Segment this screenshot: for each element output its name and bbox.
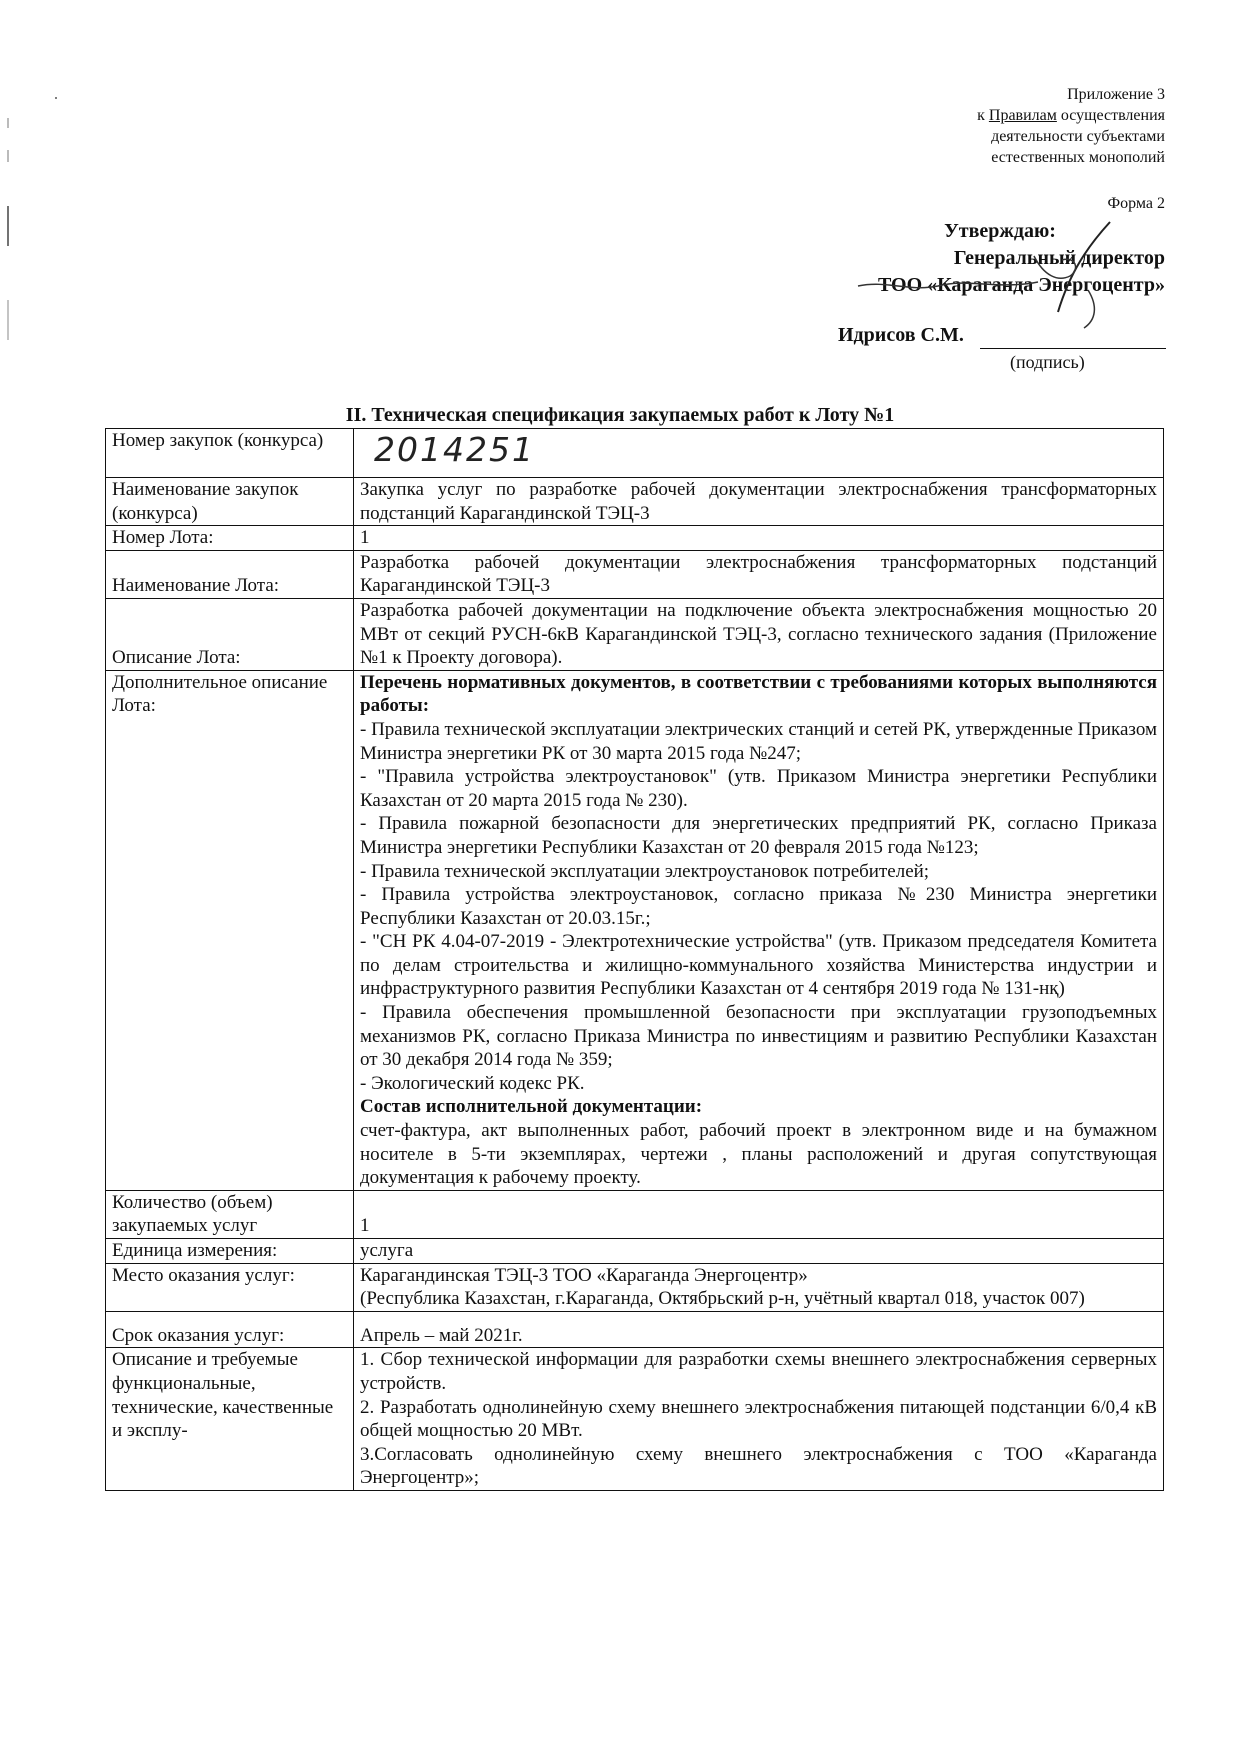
requirement-item: 1. Сбор технической информации для разработки схемы внешнего электроснабжения серверных устройств. [360,1349,1157,1394]
specification-table [105,428,1164,1491]
table-row [106,526,1164,551]
approver-position: Генеральный директор [953,247,1165,269]
row-key: Наименование закупок (конкурса) [106,478,354,526]
row-value [354,670,1164,1190]
table-row [106,598,1164,670]
row-value: Апрель – май 2021г. [354,1311,1164,1348]
regulation-item: - Правила технической эксплуатации электроустановок потребителей; [360,860,930,882]
annex-line-2 [977,105,1165,126]
form-label: Форма 2 [1107,195,1165,212]
row-value: Закупка услуг по разработке рабочей документации электроснабжения трансформаторных подстанций Карагандинской ТЭЦ-3 [354,478,1164,526]
table-row [106,550,1164,598]
row-key: Номер закупок (конкурса) [106,429,354,478]
requirement-item: 2. Разработать однолинейную схему внешнего электроснабжения питающей подстанции 6/0,4 кВ общей мощностью 20 МВт. [360,1396,1157,1442]
regulation-item: - Правила устройства электроустановок, согласно приказа №230 Министра энергетики Республики Казахстан от 20.03.15г.; [360,884,1157,929]
rules-link[interactable]: Правилам [988,107,1057,124]
table-row [106,1311,1164,1348]
annex-line-2-prefix: к [977,107,989,124]
signature-line [980,348,1166,349]
row-value: 1 [354,1190,1164,1238]
row-key: Количество (объем) закупаемых услуг [106,1190,354,1238]
handwritten-signature [848,216,1128,336]
table-row [106,1263,1164,1311]
requirement-item: 3.Согласовать однолинейную схему внешнего электроснабжения с ТОО «Караганда Энергоцентр»; [360,1443,1157,1489]
table-row [106,1190,1164,1238]
annex-line-3: деятельности субъектами [991,128,1165,145]
row-value: Разработка рабочей документации на подключение объекта электроснабжения мощностью 20 МВт от секций РУСН-6кВ Карагандинской ТЭЦ-3, согласно технического задания (Приложение №1 к Проекту договора). [354,598,1164,670]
row-key: Номер Лота: [106,526,354,551]
table-row [106,670,1164,1190]
annex-reference [977,84,1165,168]
table-row [106,429,1164,478]
handwritten-procurement-number: 2014251 [374,430,535,470]
row-key: Место оказания услуг: [106,1263,354,1311]
regulation-item: - Правила технической эксплуатации электрических станций и сетей РК, утвержденные Приказом Министра энергетики РК от 30 марта 2015 года №247; [360,718,1157,764]
signature-caption: (подпись) [1010,352,1085,372]
row-key: Единица измерения: [106,1239,354,1264]
signer-name: Идрисов С.М. [838,324,964,346]
regulation-item: - "Правила устройства электроустановок" (утв. Приказом Министра энергетики Республики Казахстан от 20 марта 2015 года № 230). [360,766,1157,811]
approve-heading: Утверждаю: [944,220,1056,242]
signer-row [838,324,1168,347]
row-key: Срок оказания услуг: [106,1311,354,1348]
table-row [106,1239,1164,1264]
row-key: Описание Лота: [106,598,354,670]
table-row [106,1348,1164,1491]
approver-company: ТОО «Караганда Энергоцентр» [877,274,1165,296]
row-value [354,429,1164,478]
regulation-item: - Правила пожарной безопасности для энергетических предприятий РК, согласно Приказа Министра энергетики Республики Казахстан от 20 февраля 2015 года №123; [360,813,1157,858]
regulations-heading: Перечень нормативных документов, в соответствии с требованиями которых выполняются работы: [360,671,1157,717]
table-row [106,478,1164,526]
row-key: Дополнительное описание Лота: [106,670,354,1190]
row-key: Описание и требуемые функциональные, технические, качественные и эксплу- [106,1348,354,1491]
regulation-item: - Правила обеспечения промышленной безопасности при эксплуатации грузоподъемных механизмов РК, согласно Приказа Министра по инвестициям и развитию Республики Казахстан от 30 декабря 2014 года № 359; [360,1002,1157,1071]
annex-line-2-suffix: осуществления [1056,107,1165,124]
row-key: Наименование Лота: [106,550,354,598]
place-line-2: (Республика Казахстан, г.Караганда, Октябрьский р-н, учётный квартал 018, участок 007) [360,1288,1085,1310]
row-value: 1 [354,526,1164,551]
documentation-heading: Состав исполнительной документации: [360,1096,703,1118]
row-value: Разработка рабочей документации электроснабжения трансформаторных подстанций Карагандинской ТЭЦ-3 [354,550,1164,598]
annex-line-1: Приложение 3 [1067,86,1165,103]
annex-line-4: естественных монополий [991,149,1165,166]
row-value [354,1348,1164,1491]
regulation-item: - "СН РК 4.04-07-2019 - Электротехнические устройства" (утв. Приказом председателя Комитета по делам строительства и жилищно-коммунального хозяйства Министерства индустрии и инфраструктурного развития Республики Казахстан от 4 сентября 2019 года № 131-нқ) [360,931,1157,1000]
documentation-list: счет-фактура, акт выполненных работ, рабочий проект в электронном виде и на бумажном носителе в 5-ти экземплярах, чертежи , планы расположений и другая сопутствующая документация к рабочему проекту. [360,1120,1157,1189]
row-value: услуга [354,1239,1164,1264]
row-value [354,1263,1164,1311]
regulation-item: - Экологический кодекс РК. [360,1072,585,1094]
place-line-1: Карагандинская ТЭЦ-3 ТОО «Караганда Энергоцентр» [360,1264,808,1286]
scan-margin-marks [0,0,60,360]
section-title: II. Техническая спецификация закупаемых работ к Лоту №1 [345,404,895,426]
